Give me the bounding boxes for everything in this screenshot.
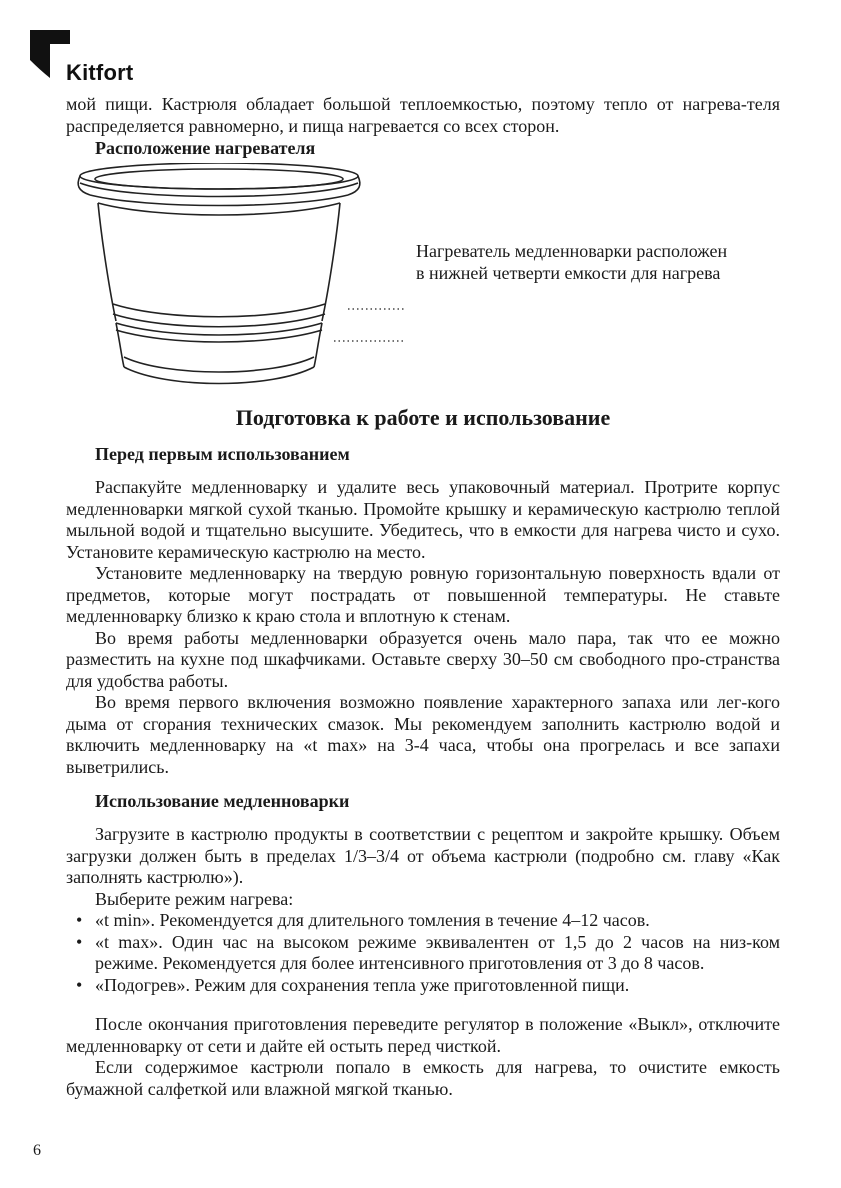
slow-cooker-bowl-illustration (66, 163, 780, 405)
before-first-use-heading: Перед первым использованием (95, 444, 350, 464)
body-paragraph: Распакуйте медленноварку и удалите весь упаковочный материал. Протрите корпус медленноварки мягкой сухой тканью. Промойте крышку и керамическую кастрюлю теплой мыльной водой и тщательно высушите. Убедитесь, что в емкости для нагрева чисто и сухо. Установите керамическую кастрюлю на место. (66, 477, 780, 562)
usage-heading: Использование медленноварки (95, 791, 350, 811)
body-paragraph: Во время работы медленноварки образуется очень мало пара, так что ее можно разместить на кухне под шкафчиками. Оставьте сверху 30–50 см свободного про-странства для удобства работы. (66, 627, 780, 691)
page-number: 6 (33, 1142, 41, 1159)
heating-modes-list (66, 910, 780, 996)
section-title: Подготовка к работе и использование (235, 405, 611, 430)
list-item: • «t min». Рекомендуется для длительного томления в течение 4–12 часов. (66, 910, 780, 932)
heater-heading: Расположение нагревателя (95, 138, 316, 158)
page-content (66, 94, 780, 1100)
heater-caption (416, 241, 727, 284)
list-item: • «Подогрев». Режим для сохранения тепла уже приготовленной пищи. (66, 975, 780, 997)
brand-name: Kitfort (66, 60, 134, 85)
body-paragraph: Выберите режим нагрева: (95, 888, 294, 909)
heater-figure (66, 163, 780, 405)
heater-caption-line: в нижней четверти емкости для нагрева (416, 262, 721, 283)
body-paragraph: После окончания приготовления переведите регулятор в положение «Выкл», отключите медленноварку от сети и дайте ей остыть перед чисткой. (66, 1014, 780, 1056)
body-paragraph: Загрузите в кастрюлю продукты в соответствии с рецептом и закройте крышку. Объем загрузки должен быть в пределах 1/3–3/4 от объема кастрюли (подробно см. главу «Как заполнять кастрюлю»). (66, 824, 780, 887)
brand-logo (30, 30, 160, 90)
list-item: • «t max». Один час на высоком режиме эквивалентен от 1,5 до 2 часов на низ-ком режиме. Рекомендуется для более интенсивного приготовления от 3 до 8 часов. (66, 932, 780, 975)
intro-paragraph: мой пищи. Кастрюля обладает большой теплоемкостью, поэтому тепло от нагрева-теля распределяется равномерно, и пища нагревается со всех сторон. (66, 94, 780, 136)
body-paragraph: Если содержимое кастрюли попало в емкость для нагрева, то очистите емкость бумажной салфеткой или влажной мягкой тканью. (66, 1057, 780, 1099)
heater-caption-line: Нагреватель медленноварки расположен (416, 241, 728, 261)
body-paragraph: Установите медленноварку на твердую ровную горизонтальную поверхность вдали от предметов, которые могут пострадать от повышенной температуры. Не ставьте медленноварку близко к краю стола и вплотную к стенам. (66, 563, 780, 626)
body-paragraph: Во время первого включения возможно появление характерного запаха или лег-кого дыма от сгорания технических смазок. Мы рекомендуем заполнить кастрюлю водой и включить медленноварку на «t max» на 3-4 часа, чтобы она прогрелась и все запахи выветрились. (66, 692, 780, 777)
